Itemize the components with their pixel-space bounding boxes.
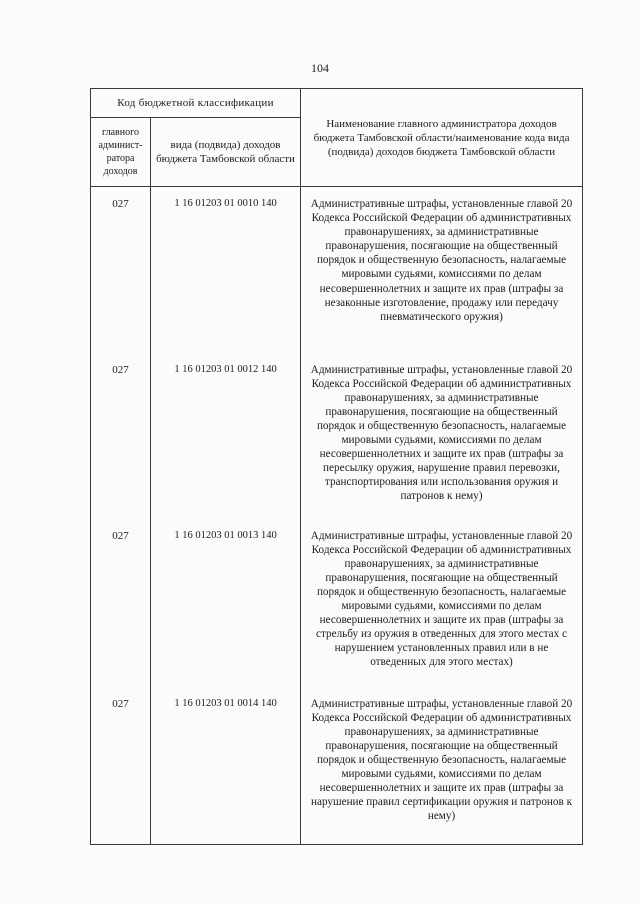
revenue-name-cell: Административные штрафы, установленные главой 20 Кодекса Российской Федерации об административных правонарушениях, за административные правонарушения, посягающие на общественный порядок и общественную безопасность, налагаемые мировыми судьями, комиссиями по делам несовершеннолетних и защите их прав (штрафы за незаконные изготовление, продажу или передачу пневматического оружия) — [301, 187, 583, 353]
revenue-code-cell: 1 16 01203 01 0010 140 — [151, 187, 301, 353]
budget-classification-table — [90, 88, 583, 845]
revenue-name-cell: Административные штрафы, установленные главой 20 Кодекса Российской Федерации об административных правонарушениях, за административные правонарушения, посягающие на общественный порядок и общественную безопасность, налагаемые мировыми судьями, комиссиями по делам несовершеннолетних и защите их прав (штрафы за стрельбу из оружия в отведенных для этого местах с нарушением установленных правил или в не отведенных для этого местах) — [301, 519, 583, 687]
revenue-name-cell: Административные штрафы, установленные главой 20 Кодекса Российской Федерации об административных правонарушениях, за административные правонарушения, посягающие на общественный порядок и общественную безопасность, налагаемые мировыми судьями, комиссиями по делам несовершеннолетних и защите их прав (штрафы за нарушение правил сертификации оружия и патронов к нему) — [301, 687, 583, 845]
table-body — [91, 187, 583, 845]
revenue-code-cell: 1 16 01203 01 0013 140 — [151, 519, 301, 687]
revenue-code-cell: 1 16 01203 01 0012 140 — [151, 353, 301, 519]
admin-column-header: главного админист-ратора доходов — [91, 118, 151, 187]
revenue-name-cell: Административные штрафы, установленные главой 20 Кодекса Российской Федерации об административных правонарушениях, за административные правонарушения, посягающие на общественный порядок и общественную безопасность, налагаемые мировыми судьями, комиссиями по делам несовершеннолетних и защите их прав (штрафы за пересылку оружия, нарушение правил перевозки, транспортирования или использования оружия и патронов к нему) — [301, 353, 583, 519]
admin-code-cell: 027 — [91, 687, 151, 845]
page-number: 104 — [311, 61, 329, 75]
admin-code-cell: 027 — [91, 519, 151, 687]
admin-code-cell: 027 — [91, 353, 151, 519]
table-row — [91, 353, 583, 519]
table-row — [91, 187, 583, 353]
table-header — [91, 89, 583, 187]
name-column-header: Наименование главного администратора доходов бюджета Тамбовской области/наименование кода вида (подвида) доходов бюджета Тамбовской области — [301, 89, 583, 187]
admin-code-cell: 027 — [91, 187, 151, 353]
kind-column-header: вида (подвида) доходов бюджета Тамбовской области — [151, 118, 301, 187]
table-row — [91, 687, 583, 845]
revenue-code-cell: 1 16 01203 01 0014 140 — [151, 687, 301, 845]
table-row — [91, 519, 583, 687]
budget-classification-code-header: Код бюджетной классификации — [91, 89, 301, 118]
